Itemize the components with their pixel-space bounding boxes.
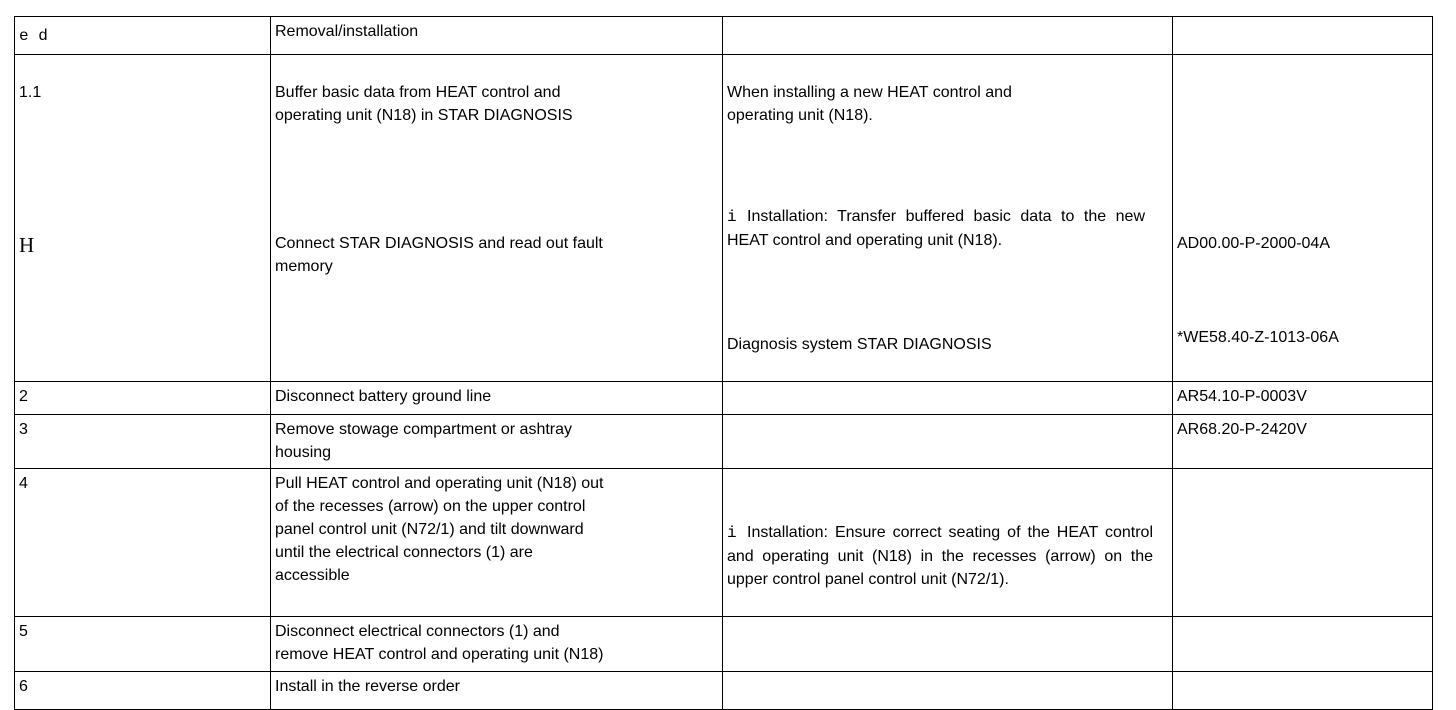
reference-link[interactable]: AR54.10-P-0003V xyxy=(1173,382,1433,415)
step-description: Install in the reverse order xyxy=(271,672,723,710)
step-number: 5 xyxy=(15,617,271,672)
step-description: Pull HEAT control and operating unit (N18) out of the recesses (arrow) on the upper control panel control unit (N72/1) and tilt downward until the electrical connectors (1) are accessible xyxy=(271,469,723,617)
note-text: Diagnosis system STAR DIAGNOSIS xyxy=(727,336,992,353)
header-cell-refs xyxy=(1173,17,1433,55)
header-cell-step: e d xyxy=(15,17,271,55)
installation-note xyxy=(727,495,1153,591)
table-row xyxy=(15,469,1433,617)
note-text xyxy=(723,672,1173,710)
reference-link[interactable] xyxy=(1177,81,1428,209)
note-text xyxy=(723,415,1173,469)
note-text xyxy=(723,382,1173,415)
ref-spacer xyxy=(1177,278,1428,303)
step-number: 3 xyxy=(15,415,271,469)
note-text: When installing a new HEAT control and operating unit (N18). xyxy=(727,84,1012,124)
description-cell xyxy=(271,55,723,382)
table-row xyxy=(15,415,1433,469)
table-row xyxy=(15,672,1433,710)
reference-link[interactable] xyxy=(1173,469,1433,617)
note-spacer xyxy=(727,275,1168,310)
step-description: Disconnect electrical connectors (1) and remove HEAT control and operating unit (N18) xyxy=(271,617,723,672)
procedure-table xyxy=(14,16,1433,710)
notes-cell xyxy=(723,55,1173,382)
header-cell-notes xyxy=(723,17,1173,55)
note-text xyxy=(723,617,1173,672)
table-row xyxy=(15,617,1433,672)
reference-link[interactable]: AD00.00-P-2000-04A xyxy=(1177,235,1330,252)
step-marker-h: H xyxy=(19,233,35,257)
step-description: Remove stowage compartment or ashtray housing xyxy=(271,415,723,469)
reference-link[interactable]: *WE58.40-Z-1013-06A xyxy=(1177,329,1339,346)
info-icon: i xyxy=(727,208,737,226)
step-description: Disconnect battery ground line xyxy=(271,382,723,415)
installation-note-text: Installation: Ensure correct seating of the HEAT control and operating unit (N18) in the recesses (arrow) on the upper control panel control unit (N72/1). xyxy=(727,524,1153,588)
step-number: 4 xyxy=(15,469,271,617)
step-description: Buffer basic data from HEAT control and operating unit (N18) in STAR DIAGNOSIS xyxy=(275,84,573,124)
installation-note xyxy=(727,182,1145,252)
reference-cell xyxy=(1173,55,1433,382)
header-cell-title: Removal/installation xyxy=(271,17,723,55)
reference-link[interactable]: AR68.20-P-2420V xyxy=(1173,415,1433,469)
step-number: 2 xyxy=(15,382,271,415)
table-row xyxy=(15,55,1433,382)
info-icon: i xyxy=(727,524,737,542)
table-header-row xyxy=(15,17,1433,55)
installation-note-text: Installation: Transfer buffered basic data to the new HEAT control and operating unit (N18). xyxy=(727,208,1145,249)
notes-cell xyxy=(723,469,1173,617)
step-number: 6 xyxy=(15,672,271,710)
table-row xyxy=(15,382,1433,415)
reference-link[interactable] xyxy=(1173,617,1433,672)
step-cell xyxy=(15,55,271,382)
reference-link[interactable] xyxy=(1173,672,1433,710)
step-number: 1.1 xyxy=(19,84,42,101)
note-spacer xyxy=(727,150,1168,159)
step-description: Connect STAR DIAGNOSIS and read out fault memory xyxy=(275,235,603,275)
